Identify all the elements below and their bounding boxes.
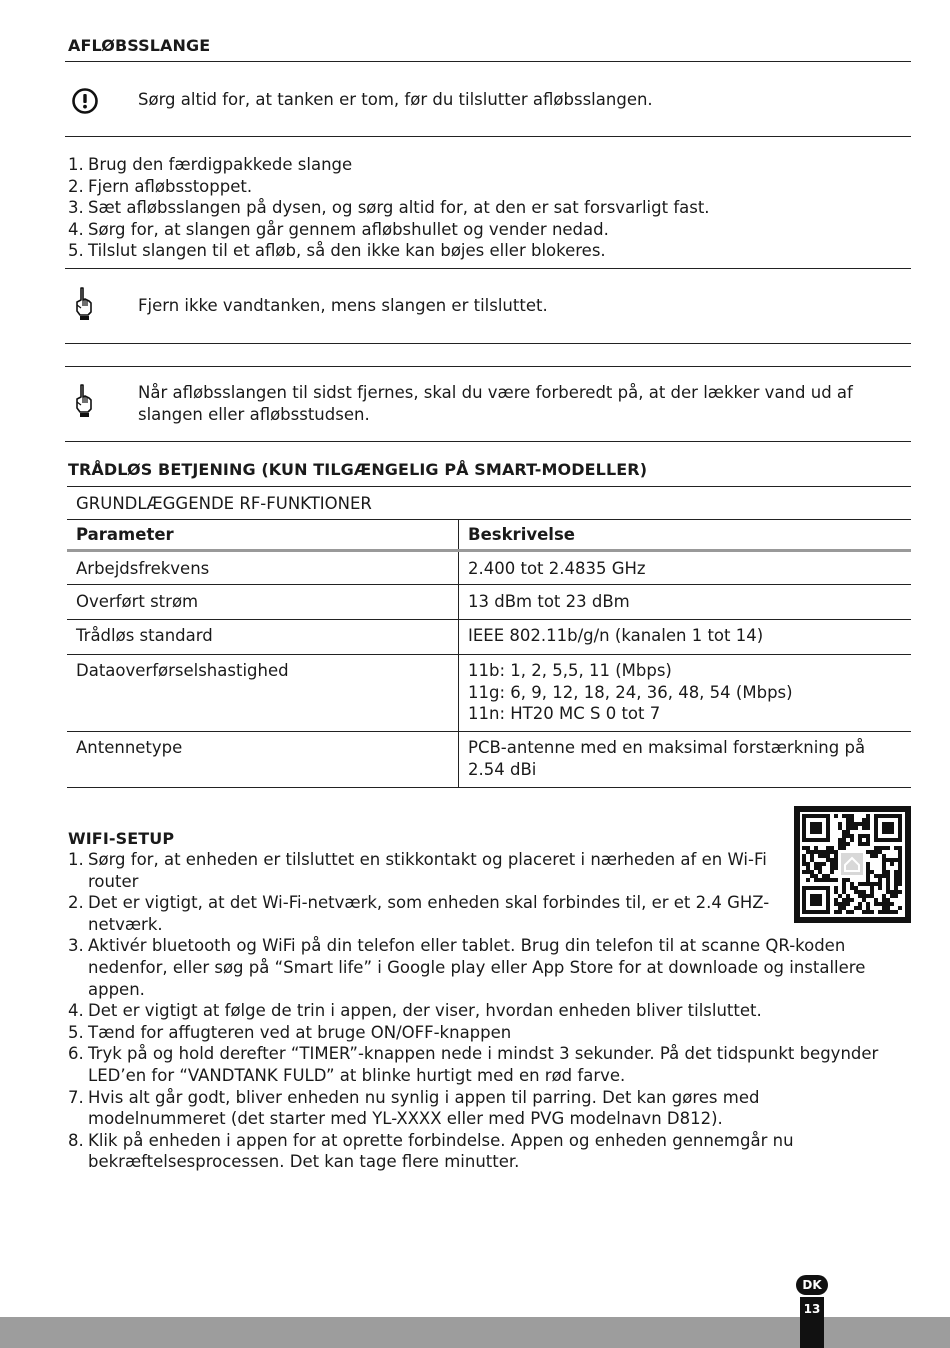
list-item: 5. Tænd for affugteren ved at bruge ON/OFF-knappen [68, 1022, 512, 1042]
list-item: 3. Sæt afløbsslangen på dysen, og sørg altid for, at den er sat forsvarligt fast. [68, 198, 710, 218]
divider [65, 268, 911, 269]
divider [65, 61, 911, 62]
table-cell: Trådløs standard [67, 620, 459, 655]
list-item: 7. Hvis alt går godt, bliver enheden nu synlig i appen til parring. Det kan gøres med modelnummeret (det starter med YL-XXXX eller med PVG modelnavn D812). [68, 1087, 760, 1129]
table-cell: IEEE 802.11b/g/n (kanalen 1 tot 14) [459, 620, 912, 655]
table-cell: Overført strøm [67, 585, 459, 620]
rf-functions-table [67, 486, 911, 788]
list-item: 1. Brug den færdigpakkede slange [68, 155, 353, 174]
note-text-line: slangen eller afløbsstudsen. [138, 405, 370, 424]
table-cell: 2.400 tot 2.4835 GHz [459, 551, 912, 585]
note-text: Fjern ikke vandtanken, mens slangen er tilsluttet. [138, 296, 548, 315]
drain-steps-list [68, 154, 710, 262]
list-item: 2. Fjern afløbsstoppet. [68, 176, 253, 196]
divider [65, 343, 911, 344]
cell-line: 11n: HT20 MC S 0 tot 7 [468, 704, 661, 723]
page-number: 13 [803, 1302, 821, 1316]
table-cell: Dataoverførselshastighed [67, 655, 459, 732]
language-badge: DK [796, 1275, 828, 1295]
table-row [67, 585, 911, 620]
table-row [67, 655, 911, 732]
table-row [67, 732, 911, 788]
list-item: 4. Sørg for, at slangen går gennem afløbshullet og vender nedad. [68, 219, 609, 239]
column-header-parameter: Parameter [67, 520, 459, 551]
table-row [67, 620, 911, 655]
wifi-section-title: WIFI-SETUP [68, 829, 175, 848]
list-item: 6. Tryk på og hold derefter “TIMER”-knappen nede i mindst 3 sekunder. På det tidspunkt begynder LED’en for “VANDTANK FULD” at blinke hurtigt med en rød farve. [68, 1044, 879, 1085]
list-item: 2. Det er vigtigt, at det Wi-Fi-netværk, som enheden skal forbindes til, er et 2.4 GHZ- netværk. [68, 893, 770, 934]
table-row [67, 551, 911, 585]
pointing-hand-icon [74, 286, 94, 322]
pointing-hand-icon [74, 383, 94, 419]
list-item: 4. Det er vigtigt at følge de trin i appen, der viser, hvordan enheden bliver tilsluttet. [68, 1001, 762, 1021]
wireless-section-title: TRÅDLØS BETJENING (KUN TILGÆNGELIG PÅ SMART-MODELLER) [68, 460, 648, 479]
column-header-description: Beskrivelse [459, 520, 912, 551]
exclamation-circle-icon [71, 87, 99, 115]
note-text-line: Når afløbsslangen til sidst fjernes, skal du være forberedt på, at der lækker vand ud af [138, 383, 853, 402]
list-item: 8. Klik på enheden i appen for at oprette forbindelse. Appen og enheden gennemgår nu bekræftelsesprocessen. Det kan tage flere minutter. [68, 1130, 794, 1172]
list-item: 3. Aktivér bluetooth og WiFi på din telefon eller tablet. Brug din telefon til at scanne QR-koden nedenfor, eller søg på “Smart life” i Google play eller App Store for at downloade og installere appen. [68, 936, 866, 999]
table-cell: Antennetype [67, 732, 459, 788]
list-item: 5. Tilslut slangen til et afløb, så den ikke kan bøjes eller blokeres. [68, 241, 606, 261]
table-cell [459, 655, 912, 732]
wifi-steps-list [68, 849, 878, 1173]
drain-section-title: AFLØBSSLANGE [68, 36, 211, 55]
cell-line: PCB-antenne med en maksimal forstærkning på [468, 738, 866, 757]
warning-text: Sørg altid for, at tanken er tom, før du tilslutter afløbsslangen. [138, 90, 653, 109]
table-cell [459, 732, 912, 788]
divider [65, 366, 911, 367]
table-cell: 13 dBm tot 23 dBm [459, 585, 912, 620]
divider [65, 441, 911, 442]
cell-line: 11g: 6, 9, 12, 18, 24, 36, 48, 54 (Mbps) [468, 682, 793, 702]
list-item: 1. Sørg for, at enheden er tilsluttet en stikkontakt og placeret i nærheden af en Wi-Fi router [68, 850, 767, 891]
cell-line: 2.54 dBi [468, 759, 537, 779]
divider [65, 136, 911, 137]
table-caption: GRUNDLÆGGENDE RF-FUNKTIONER [67, 487, 911, 520]
cell-line: 11b: 1, 2, 5,5, 11 (Mbps) [468, 661, 672, 680]
table-cell: Arbejdsfrekvens [67, 551, 459, 585]
